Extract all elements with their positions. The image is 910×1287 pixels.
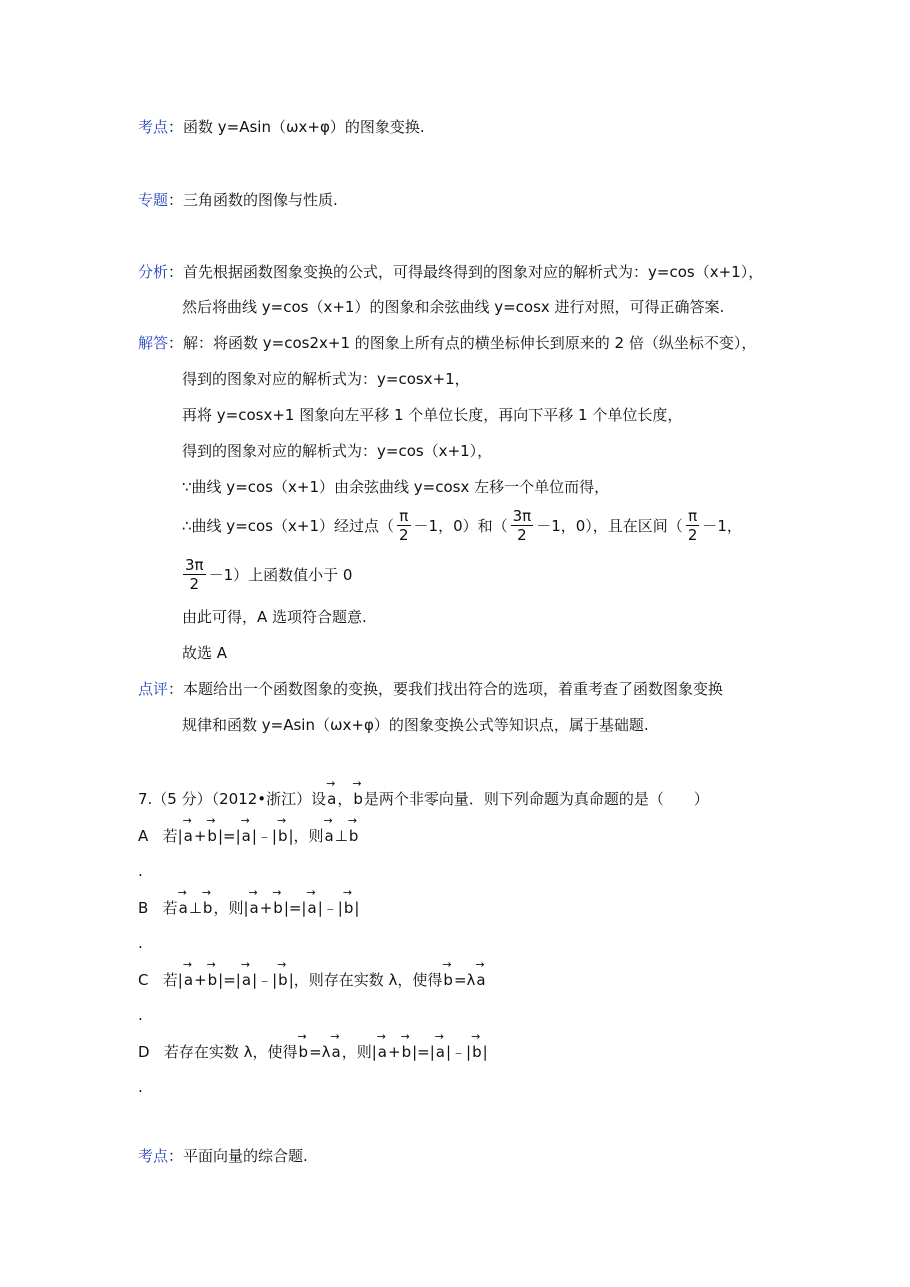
vector-b: → b (278, 970, 288, 990)
vector-a: → a (184, 826, 193, 846)
vector-b: → b (203, 898, 213, 918)
frac-num: π (686, 507, 700, 526)
jieda-line-6-c: －1，0），且在区间（ (536, 516, 683, 535)
option-a (138, 826, 359, 846)
opt-text: =λ (309, 1043, 331, 1061)
option-c (138, 970, 487, 990)
vector-b: → b (353, 789, 363, 809)
q7-stem-b: 是两个非零向量．则下列命题为真命题的是（ ） (363, 790, 709, 808)
option-d (138, 1042, 488, 1062)
vector-b: → b (344, 898, 354, 918)
vector-b: → b (299, 1042, 309, 1062)
jieda-line-6-b: －1，0）和（ (413, 516, 508, 535)
fraction-pi-over-2 (397, 507, 411, 544)
jieda-line-7 (180, 553, 352, 595)
option-letter: C (138, 971, 149, 989)
jieda-line-6 (182, 504, 742, 546)
option-letter: B (138, 899, 149, 917)
opt-text: |=| (412, 1043, 435, 1061)
frac-den: 2 (399, 526, 409, 544)
vector-a: → a (242, 826, 251, 846)
plus: + (194, 971, 207, 989)
option-d-dot: . (138, 1078, 143, 1096)
kaodian-label: 考点 (138, 118, 169, 136)
frac-num: 3π (512, 507, 532, 525)
plus: + (387, 1043, 401, 1061)
fenxi-line-1 (138, 262, 763, 282)
vector-b: → b (443, 970, 453, 990)
frac-den: 2 (517, 526, 527, 544)
opt-text: | (354, 899, 360, 917)
opt-text: ，则| (341, 1043, 377, 1061)
opt-text: ，则| (213, 899, 249, 917)
jieda-text-1: ：解：将函数 y=cos2x+1 的图象上所有点的横坐标伸长到原来的 2 倍（纵坐标不变）， (168, 334, 757, 352)
jieda-line-9: 故选 A (182, 644, 228, 662)
dianping-label: 点评 (138, 680, 169, 698)
zhuanti-line (138, 190, 338, 210)
comma: ， (337, 790, 353, 808)
jieda-line-4: 得到的图象对应的解析式为：y=cos（x+1）， (182, 442, 493, 460)
jieda-line-7-b: －1）上函数值小于 0 (208, 565, 353, 584)
option-a-dot: . (138, 862, 143, 880)
vector-a: → a (436, 1042, 445, 1062)
jieda-line-8: 由此可得，A 选项符合题意. (182, 608, 367, 626)
vector-a: → a (327, 789, 336, 809)
perp: ⊥ (188, 899, 202, 917)
opt-text: 若存在实数 λ，使得 (163, 1043, 298, 1061)
vector-b: → b (208, 970, 218, 990)
dianping-line-1 (138, 679, 723, 699)
kaodian-text: ：函数 y=Asin（ωx+φ）的图象变换. (168, 118, 425, 136)
opt-text: 若| (162, 827, 183, 845)
vector-b: → b (472, 1042, 482, 1062)
frac-num: π (397, 507, 411, 526)
opt-text: |﹣| (251, 827, 277, 845)
vector-b: → b (278, 826, 288, 846)
plus: + (259, 899, 273, 917)
vector-b: → b (207, 826, 217, 846)
fenxi-text-1: ：首先根据函数图象变换的公式，可得最终得到的图象对应的解析式为：y=cos（x+1）， (168, 263, 764, 281)
jieda-line-6-a: ∴曲线 y=cos（x+1）经过点（ (182, 516, 394, 535)
jieda-line-1 (138, 333, 756, 353)
option-b (138, 898, 359, 918)
opt-text: |﹣| (445, 1043, 472, 1061)
vector-b: → b (402, 1042, 412, 1062)
vector-a: → a (308, 898, 317, 918)
plus: + (193, 827, 207, 845)
zhuanti-label: 专题 (138, 191, 169, 209)
option-b-dot: . (138, 934, 143, 952)
opt-text: |﹣| (317, 899, 343, 917)
opt-text: |﹣| (252, 971, 278, 989)
dianping-line-2: 规律和函数 y=Asin（ωx+φ）的图象变换公式等知识点，属于基础题. (182, 716, 649, 734)
kaodian-2-line (138, 1146, 308, 1166)
jieda-line-3: 再将 y=cosx+1 图象向左平移 1 个单位长度，再向下平移 1 个单位长度， (182, 406, 683, 424)
vector-b: → b (273, 898, 283, 918)
q7-stem-a: 7.（5 分）（2012•浙江）设 (138, 790, 327, 808)
fenxi-line-2: 然后将曲线 y=cos（x+1）的图象和余弦曲线 y=cosx 进行对照，可得正确答案. (182, 298, 725, 316)
frac-den: 2 (189, 575, 200, 593)
vector-a: → a (250, 898, 259, 918)
vector-a: → a (325, 826, 334, 846)
opt-text: |，则 (288, 827, 324, 845)
jieda-line-5: ∵曲线 y=cos（x+1）由余弦曲线 y=cosx 左移一个单位而得， (182, 478, 610, 496)
vector-a: → a (242, 970, 251, 990)
frac-num: 3π (185, 556, 204, 574)
opt-text: |=| (218, 971, 241, 989)
zhuanti-text: ：三角函数的图像与性质. (168, 191, 338, 209)
vector-a: → a (378, 1042, 387, 1062)
option-letter: D (138, 1043, 150, 1061)
fraction-3pi-over-2 (511, 507, 534, 544)
fraction-pi-over-2 (686, 507, 700, 544)
opt-text: 若| (162, 971, 183, 989)
question-7-stem (138, 789, 709, 809)
opt-text: | (482, 1043, 488, 1061)
kaodian-line (138, 117, 425, 137)
jieda-line-2: 得到的图象对应的解析式为：y=cosx+1， (182, 370, 470, 388)
opt-text: |=| (283, 899, 307, 917)
vector-a: → a (476, 970, 485, 990)
perp: ⊥ (334, 827, 348, 845)
opt-text: =λ (453, 971, 476, 989)
vector-a: → a (179, 898, 188, 918)
frac-den: 2 (687, 526, 698, 544)
fenxi-label: 分析 (138, 263, 169, 281)
vector-b: → b (349, 826, 359, 846)
opt-text: |=| (217, 827, 241, 845)
vector-a: → a (184, 970, 193, 990)
jieda-label: 解答 (138, 334, 169, 352)
option-c-dot: . (138, 1006, 143, 1024)
dianping-text-1: ：本题给出一个函数图象的变换，要我们找出符合的选项，着重考查了函数图象变换 (168, 680, 724, 698)
jieda-line-6-d: －1， (702, 516, 742, 535)
kaodian-2-label: 考点 (138, 1147, 169, 1165)
vector-a: → a (332, 1042, 341, 1062)
opt-text: 若 (162, 899, 178, 917)
fraction-3pi-over-2 (183, 556, 206, 593)
option-letter: A (138, 827, 149, 845)
opt-text: |，则存在实数 λ，使得 (288, 971, 443, 989)
kaodian-2-text: ：平面向量的综合题. (168, 1147, 308, 1165)
